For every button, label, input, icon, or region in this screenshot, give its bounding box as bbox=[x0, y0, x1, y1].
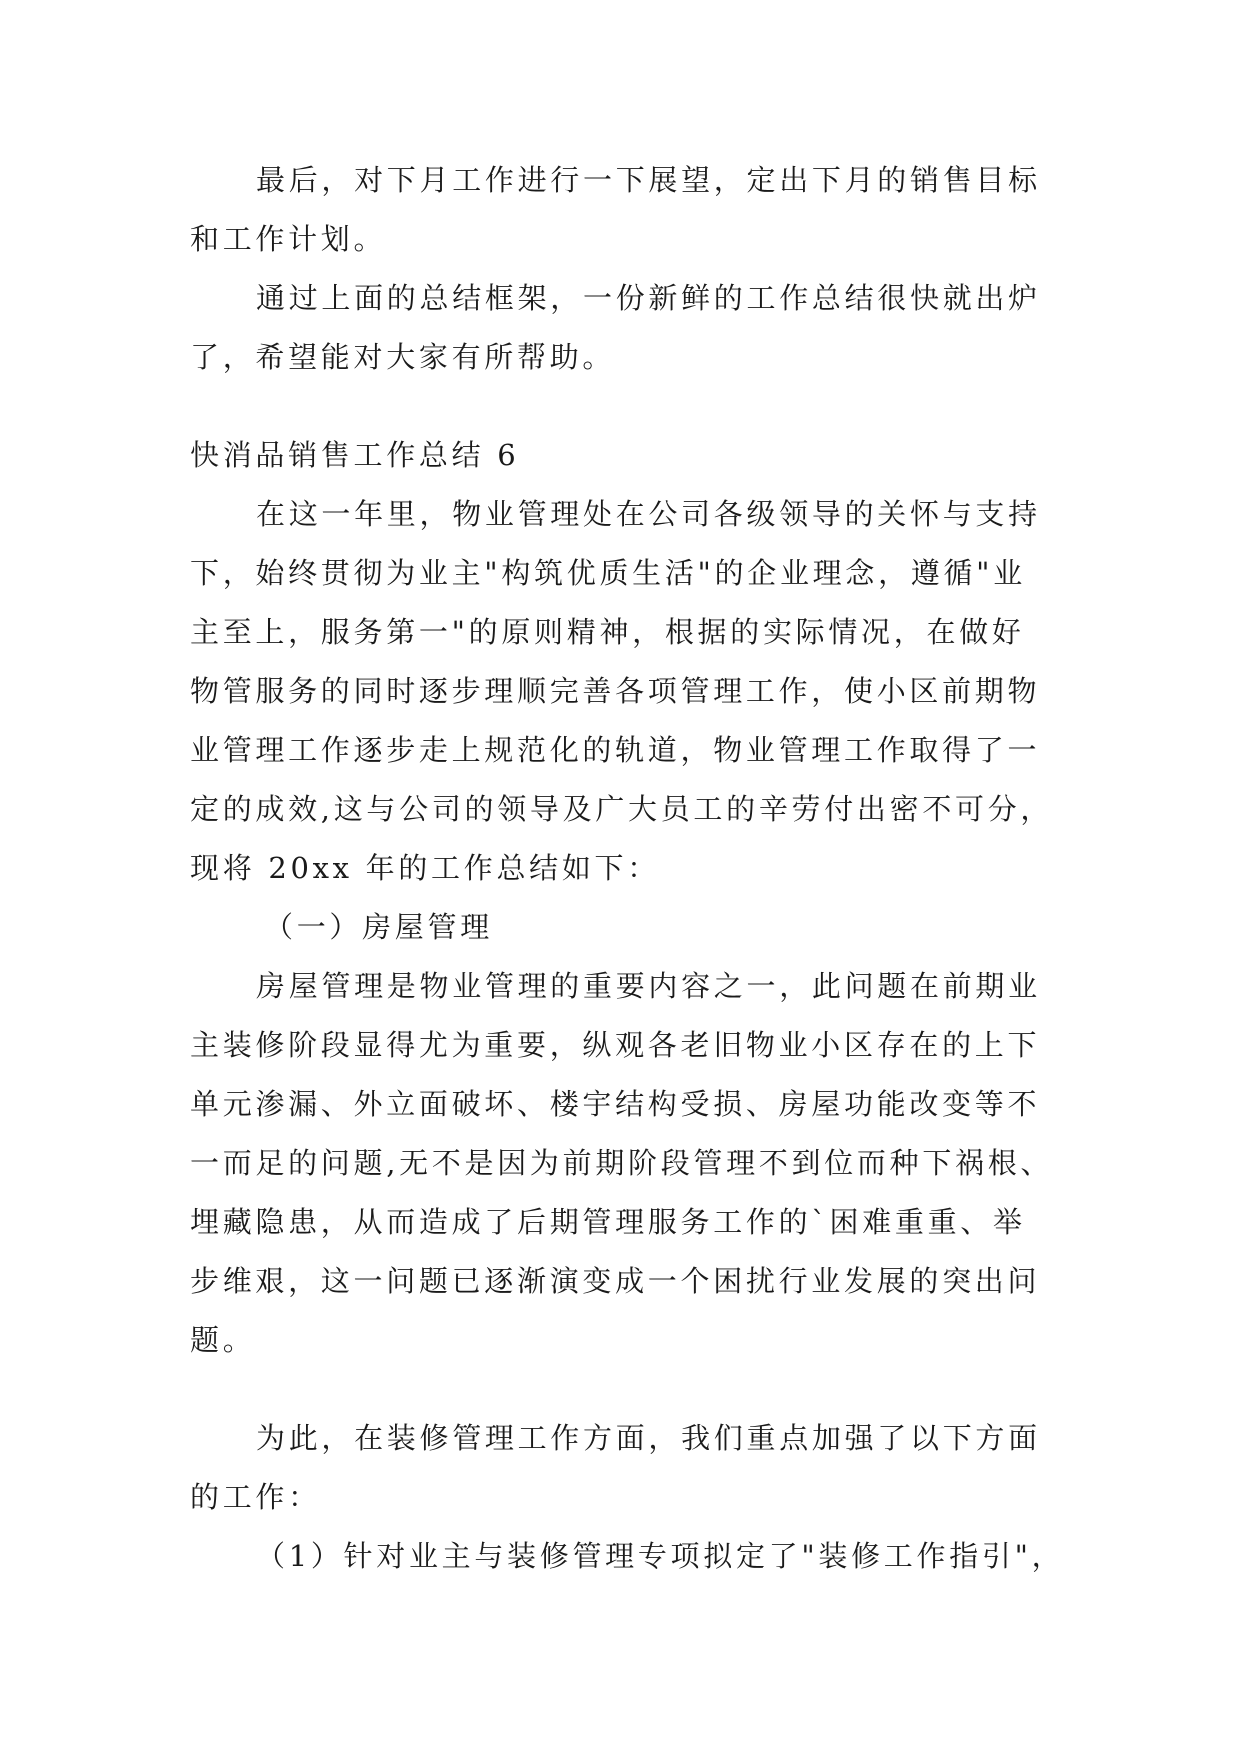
para3-line-2: 的工作： bbox=[190, 1480, 321, 1514]
subheading-house-management: （一）房屋管理 bbox=[264, 910, 493, 944]
para2-line-3: 单元渗漏、外立面破坏、楼宇结构受损、房屋功能改变等不 bbox=[190, 1087, 1041, 1121]
para1-line-7: 现将 20xx 年的工作总结如下： bbox=[190, 851, 660, 885]
intro-line-3: 通过上面的总结框架，一份新鲜的工作总结很快就出炉 bbox=[256, 281, 1041, 315]
para2-line-4: 一而足的问题,无不是因为前期阶段管理不到位而种下祸根、 bbox=[190, 1146, 1054, 1180]
para1-line-6: 定的成效,这与公司的领导及广大员工的辛劳付出密不可分， bbox=[190, 792, 1054, 826]
para3-line-1: 为此，在装修管理工作方面，我们重点加强了以下方面 bbox=[256, 1421, 1041, 1455]
para1-line-1: 在这一年里，物业管理处在公司各级领导的关怀与支持 bbox=[256, 497, 1041, 531]
para2-line-7: 题。 bbox=[190, 1323, 256, 1357]
document-body bbox=[190, 160, 1065, 1576]
para2-line-5: 埋藏隐患，从而造成了后期管理服务工作的`困难重重、举 bbox=[190, 1205, 1026, 1239]
para1-line-4: 物管服务的同时逐步理顺完善各项管理工作，使小区前期物 bbox=[190, 674, 1041, 708]
intro-line-2: 和工作计划。 bbox=[190, 222, 387, 256]
intro-line-4: 了，希望能对大家有所帮助。 bbox=[190, 340, 616, 374]
para1-line-2: 下，始终贯彻为业主"构筑优质生活"的企业理念，遵循"业 bbox=[190, 556, 1026, 590]
para2-line-1: 房屋管理是物业管理的重要内容之一，此问题在前期业 bbox=[256, 969, 1041, 1003]
para2-line-2: 主装修阶段显得尤为重要，纵观各老旧物业小区存在的上下 bbox=[190, 1028, 1041, 1062]
intro-line-1: 最后，对下月工作进行一下展望，定出下月的销售目标 bbox=[256, 163, 1041, 197]
para1-line-3: 主至上，服务第一"的原则精神，根据的实际情况，在做好 bbox=[190, 615, 1025, 649]
section-title: 快消品销售工作总结 6 bbox=[190, 438, 520, 472]
para2-line-6: 步维艰，这一问题已逐渐演变成一个困扰行业发展的突出问 bbox=[190, 1264, 1041, 1298]
para1-line-5: 业管理工作逐步走上规范化的轨道，物业管理工作取得了一 bbox=[190, 733, 1041, 767]
list-item-1: （1）针对业主与装修管理专项拟定了"装修工作指引"， bbox=[256, 1539, 1065, 1573]
